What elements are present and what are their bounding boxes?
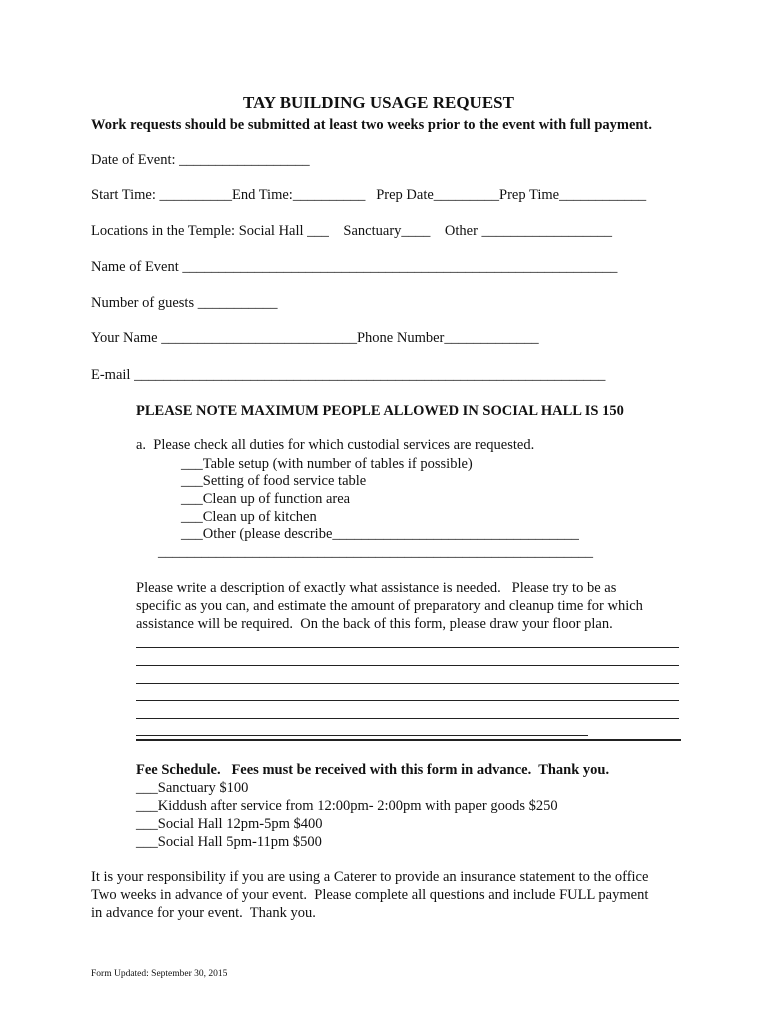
locations-field-row[interactable]: Locations in the Temple: Social Hall ___ Sanctuary____ Other __________________ <box>91 223 613 239</box>
description-write-line[interactable] <box>136 735 588 736</box>
name-phone-field-row[interactable]: Your Name ___________________________Phone Number_____________ <box>91 330 539 346</box>
duties-intro: a. Please check all duties for which custodial services are requested. <box>136 437 535 453</box>
duty-item-clean-function[interactable]: ___Clean up of function area <box>181 491 351 507</box>
fee-item-sanctuary[interactable]: ___Sanctuary $100 <box>136 780 249 796</box>
number-of-guests-field[interactable]: Number of guests ___________ <box>91 295 278 311</box>
max-capacity-note: PLEASE NOTE MAXIMUM PEOPLE ALLOWED IN SOCIAL HALL IS 150 <box>136 403 624 419</box>
responsibility-line-1: It is your responsibility if you are using a Caterer to provide an insurance statement to the office <box>91 869 649 885</box>
duty-item-table-setup[interactable]: ___Table setup (with number of tables if possible) <box>181 456 473 472</box>
description-write-line[interactable] <box>136 700 679 701</box>
description-write-line[interactable] <box>136 647 679 648</box>
email-field[interactable]: E-mail _________________________________________________________________ <box>91 367 606 383</box>
description-line-1: Please write a description of exactly what assistance is needed. Please try to be as <box>136 580 617 596</box>
fee-item-kiddush[interactable]: ___Kiddush after service from 12:00pm- 2:00pm with paper goods $250 <box>136 798 558 814</box>
form-title: TAY BUILDING USAGE REQUEST <box>243 93 514 112</box>
form-subtitle: Work requests should be submitted at least two weeks prior to the event with full payment. <box>91 117 652 133</box>
name-of-event-field[interactable]: Name of Event ____________________________________________________________ <box>91 259 618 275</box>
duty-item-clean-kitchen[interactable]: ___Clean up of kitchen <box>181 509 317 525</box>
times-field-row[interactable]: Start Time: __________End Time:__________ Prep Date_________Prep Time____________ <box>91 187 647 203</box>
description-write-line[interactable] <box>136 665 679 666</box>
section-divider <box>136 739 681 741</box>
description-write-line[interactable] <box>136 683 679 684</box>
date-of-event-field[interactable]: Date of Event: __________________ <box>91 152 310 168</box>
duty-item-other[interactable]: ___Other (please describe__________________________________ <box>181 526 579 542</box>
responsibility-line-3: in advance for your event. Thank you. <box>91 905 316 921</box>
duty-item-food-service[interactable]: ___Setting of food service table <box>181 473 367 489</box>
duty-other-extra-line[interactable]: ____________________________________________________________ <box>158 544 593 560</box>
fee-item-social-hall-day[interactable]: ___Social Hall 12pm-5pm $400 <box>136 816 323 832</box>
description-line-2: specific as you can, and estimate the amount of preparatory and cleanup time for which <box>136 598 643 614</box>
form-updated-footer: Form Updated: September 30, 2015 <box>91 969 228 979</box>
description-line-3: assistance will be required. On the back of this form, please draw your floor plan. <box>136 616 613 632</box>
responsibility-line-2: Two weeks in advance of your event. Please complete all questions and include FULL payment <box>91 887 649 903</box>
description-write-line[interactable] <box>136 718 679 719</box>
fee-schedule-heading: Fee Schedule. Fees must be received with this form in advance. Thank you. <box>136 762 610 778</box>
fee-item-social-hall-evening[interactable]: ___Social Hall 5pm-11pm $500 <box>136 834 322 850</box>
